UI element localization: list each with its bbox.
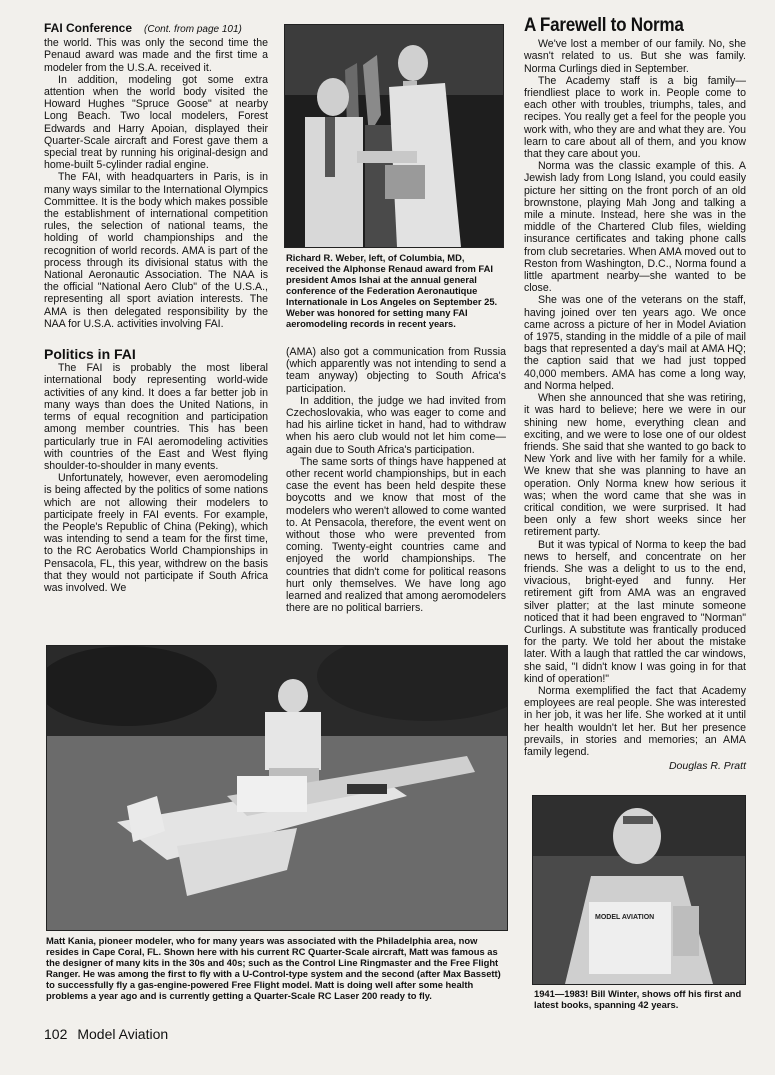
paragraph: But it was typical of Norma to keep the bad news to herself, and concentrate on her friends. She was a delight to us to the end, vivacious, bright-eyed and funny. Her retirement gift from AMA was an engraved silver platter; at the last minute someone noticed that it had been engraved to "Norman" Curlings. A substitute was frantically produced for the party. We told her about the mistake later. With a laugh that rattled the car windows, she said, "I didn't know I was going in for that kind of operation!" bbox=[524, 538, 746, 685]
paragraph: She was one of the veterans on the staff, having joined over ten years ago. We once came across a picture of her in Model Aviation of 1975, standing in the middle of a pile of mail bags that represented a day's mail at AMA HQ; the caption said that we had just topped 40,000 members. AMA has come a long way, and Norma helped. bbox=[524, 294, 746, 392]
airplane-photo bbox=[46, 645, 508, 931]
page-footer bbox=[44, 1026, 168, 1042]
page-number: 102 bbox=[44, 1026, 68, 1042]
magazine-name: Model Aviation bbox=[77, 1026, 169, 1042]
continued-note: (Cont. from page 101) bbox=[144, 24, 242, 35]
section-title: FAI Conference bbox=[44, 21, 133, 35]
paragraph: In addition, the judge we had invited from Czechoslovakia, who was eager to come and had his airline ticket in hand, had to withdraw when his aero club would not let him come—again due to South Africa's participation. bbox=[286, 394, 506, 456]
book-title: MODEL AVIATION bbox=[595, 914, 655, 921]
winter-photo-caption: 1941—1983! Bill Winter, shows off his first and latest books, spanning 42 years. bbox=[534, 988, 742, 1010]
award-photo-image bbox=[285, 25, 503, 247]
paragraph: Unfortunately, however, even aeromodeling is being affected by the politics of some nations which are not allowing their modelers to participate freely in FAI events. For example, the People's Republic of China (Peking), which was intending to send a team for the first time, to the RC Aerobatics World Championships in Pensacola, FL, this year, withdrew on the basis that they would not participate if South Africa was involved. We bbox=[44, 472, 268, 594]
section-header bbox=[44, 22, 268, 36]
paragraph: We've lost a member of our family. No, she wasn't related to us. But she was family. Norma Curlings died in September. bbox=[524, 38, 746, 75]
column-2 bbox=[286, 346, 506, 614]
winter-photo-image bbox=[533, 796, 745, 984]
politics-heading: Politics in FAI bbox=[44, 346, 136, 363]
paragraph: The FAI, with headquarters in Paris, is in many ways similar to the International Olympics Committee. It is the body which makes possible the establishment of international competition rules, the selection of national teams, the holding of world championships and the recognition of world records. AMA is part of the process through its divisional status with the National Aeronautic Association. The NAA is the official "National Aero Club" of the U.S.A., representing all sport aviation interests. The AMA is then delegated responsibility by the NAA for U.S.A. activities involving FAI. bbox=[44, 171, 268, 330]
paragraph: When she announced that she was retiring, it was hard to believe; here we were in our shining new home, everything clean and exciting, and we were to lose one of our oldest friends. She said that she wanted to go back to New York and live with her family for a while. We knew that she was planning to have an operation. Only Norma knew how serious it was; when the word came that she was in critical condition, we were surprised. It had been only a few short weeks since her retirement party. bbox=[524, 392, 746, 539]
farewell-title: A Farewell to Norma bbox=[524, 15, 684, 36]
airplane-photo-image bbox=[47, 646, 507, 930]
paragraph: (AMA) also got a communication from Russia (which apparently was not intending to send a team anyway) objecting to South Africa's participation. bbox=[286, 346, 506, 395]
airplane-photo-caption: Matt Kania, pioneer modeler, who for many years was associated with the Philadelphia area, now resides in Cape Coral, FL. Shown here with his current RC Quarter-Scale aircraft, Matt was famous as the designer of many kits in the 30s and 40s; such as the Control Line Ringmaster and the Free Flight Ranger. He was among the first to fly with a U-Control-type system and the second (after Max Bassett) to successfully fly a gas-engine-powered Free Flight model. Matt is doing well after some health problems a year ago and is currently getting a Quarter-Scale RC Laser 200 ready to fly. bbox=[46, 935, 501, 1001]
column-1 bbox=[44, 22, 268, 594]
paragraph: The FAI is probably the most liberal international body representing world-wide activities of any kind. It does a far better job in many ways than does the United Nations, in terms of equal recognition and participation among member countries. This has been particularly true in FAI aeromodeling activities with countries of the East and West flying shoulder-to-shoulder in many events. bbox=[44, 362, 268, 472]
paragraph: The same sorts of things have happened at other recent world championships, but in each case the event has been held despite these boycotts and we know that most of the modelers who weren't allowed to come wanted to. At Pensacola, therefore, the event went on without those who were prevented from coming. Twenty-eight countries came and enjoyed the world championships. The countries that didn't come for political reasons hurt only themselves. We have long ago learned and realized that among aeromodelers there are no political barriers. bbox=[286, 455, 506, 615]
award-photo-caption: Richard R. Weber, left, of Columbia, MD, received the Alphonse Renaud award from FAI president Amos Ishai at the annual general conference of the Federation Aeronautique Internationale in Los Angeles on September 25. Weber was honored for setting many FAI aeromodeling records in recent years. bbox=[286, 252, 498, 329]
paragraph: Norma exemplified the fact that Academy employees are real people. She was interested in her job, it was her life. She worked at it until her health wouldn't let her. But her presence prevails, in stories and memories; an AMA family legend. bbox=[524, 684, 746, 758]
farewell-column bbox=[524, 15, 746, 773]
paragraph: In addition, modeling got some extra attention when the world body visited the Howard Hughes "Spruce Goose" at nearby Long Beach. Two local modelers, Forest Edwards and Harry Apoian, displayed their Quarter-Scale aircraft and Forest gave them a special treat by running his original-design and home-built 5-cylinder radial engine. bbox=[44, 73, 268, 172]
paragraph: the world. This was only the second time the Penaud award was made and the first time a modeler from the U.S.A. received it. bbox=[44, 37, 268, 74]
winter-photo bbox=[532, 795, 746, 985]
paragraph: The Academy staff is a big family—friendliest place to work in. People come to each other with troubles, triumphs, tales, and recipes. You really get a feel for the people you work with, who they are and what they are. You learn to care about all of them, and you know that they care about you. bbox=[524, 74, 746, 161]
award-photo bbox=[284, 24, 504, 248]
paragraph: Norma was the classic example of this. A Jewish lady from Long Island, you could easily picture her sitting on the front porch of an old brownstone, playing Mah Jong and talking a mile a minute. Instead, here she was in the middle of the Chartered Club files, wielding insurance certificates and taking phone calls from club secretaries. When AMA moved out to Reston from Washington, D.C., Norma found a little apartment nearby—she wanted to be close. bbox=[524, 160, 746, 295]
byline: Douglas R. Pratt bbox=[668, 760, 746, 773]
